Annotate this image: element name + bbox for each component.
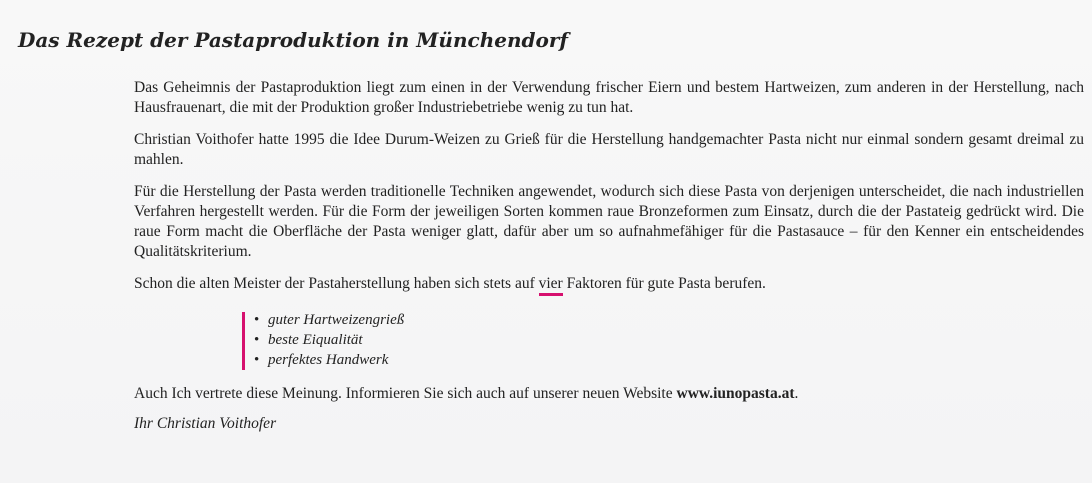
website-link[interactable]: www.iunopasta.at <box>676 385 795 402</box>
factors-intro-end: Faktoren für gute Pasta berufen. <box>562 275 766 292</box>
paragraph-history: Christian Voithofer hatte 1995 die Idee Durum-Weizen zu Grieß für die Herstellung handgemachter Pasta nicht nur einmal sondern gesamt dreimal zu mahlen. <box>134 131 1084 168</box>
paragraph-closing <box>134 384 1084 404</box>
page-title: Das Rezept der Pastaproduktion in Münchendorf <box>18 28 568 52</box>
factors-intro-text: Schon die alten Meister der Pastaherstellung haben sich stets auf <box>134 275 539 292</box>
list-item: • perfektes Handwerk <box>254 350 1084 370</box>
factors-count-emphasis: vier <box>538 275 563 292</box>
paragraph-factors-intro <box>134 274 1084 294</box>
paragraph-secret: Das Geheimnis der Pastaproduktion liegt zum einen in der Verwendung frischer Eiern und bestem Hartweizen, zum anderen in der Herstellung, nach Hausfrauenart, die mit der Produktion großer Industriebetriebe wenig zu tun hat. <box>134 79 1084 116</box>
accent-bar <box>242 312 245 370</box>
paragraph-technique: Für die Herstellung der Pasta werden traditionelle Techniken angewendet, wodurch sich diese Pasta von derjenigen unterscheidet, die nach industriellen Verfahren hergestellt werden. Für die Form der jeweiligen Sorten kommen raue Bronzeformen zum Einsatz, durch die der Pastateig gedrückt wird. Die raue Form macht die Oberfläche der Pasta weniger glatt, dafür aber um so aufnahmefähiger für die Pastasauce – für den Kenner ein entscheidendes Qualitätskriterium. <box>134 183 1084 260</box>
list-item: • guter Hartweizengrieß <box>254 310 1084 330</box>
list-item: • beste Eiqualität <box>254 330 1084 350</box>
factors-list-block <box>242 310 1084 370</box>
closing-text: Auch Ich vertrete diese Meinung. Informieren Sie sich auch auf unserer neuen Website <box>134 385 677 402</box>
closing-period: . <box>794 385 799 402</box>
article-body <box>134 78 1084 444</box>
signature: Ihr Christian Voithofer <box>134 415 277 432</box>
factors-list <box>252 310 1084 370</box>
